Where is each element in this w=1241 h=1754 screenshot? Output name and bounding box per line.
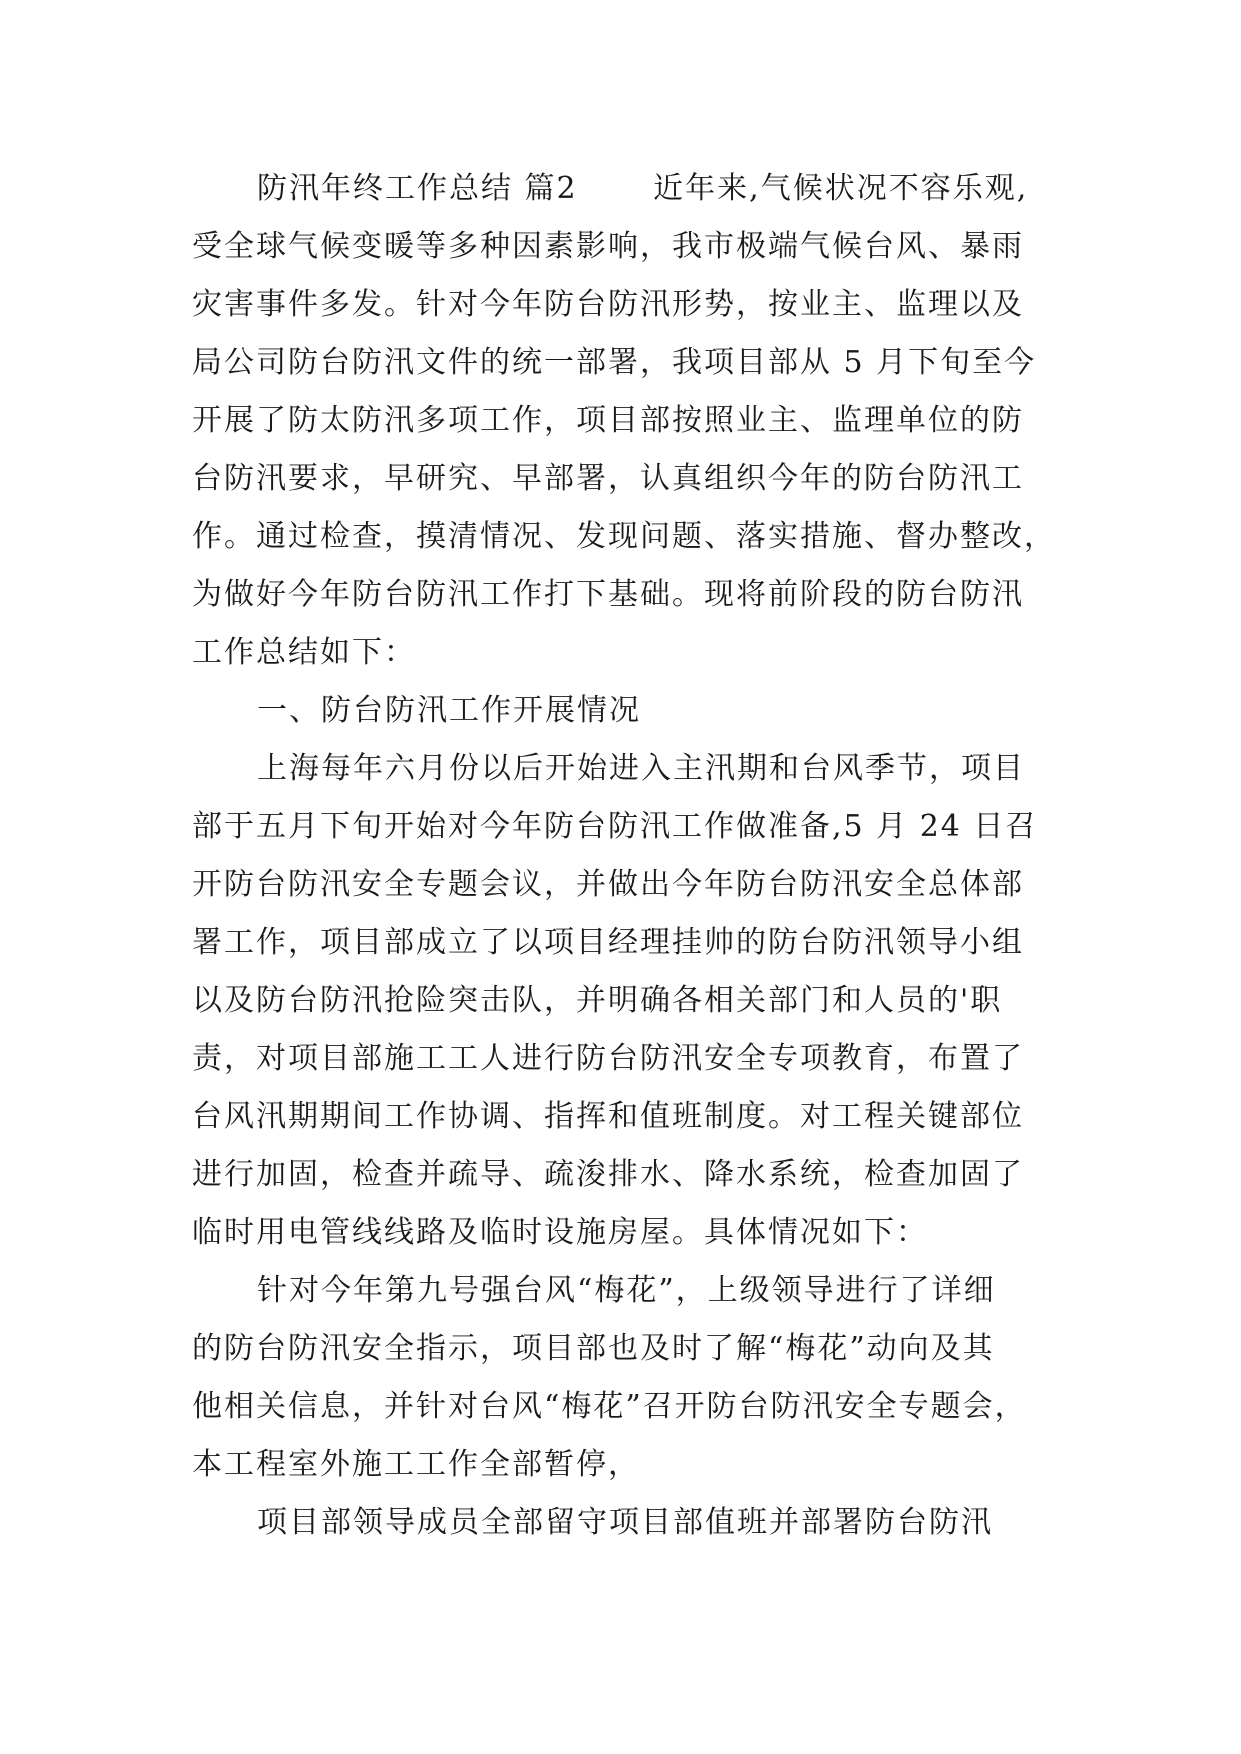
- text-line: 的防台防汛安全指示，项目部也及时了解“梅花”动向及其: [192, 1331, 995, 1366]
- text-line: 台风汛期期间工作协调、指挥和值班制度。对工程关键部位: [192, 1099, 1024, 1134]
- text-line: 为做好今年防台防汛工作打下基础。现将前阶段的防台防汛: [192, 577, 1024, 612]
- text-line: 针对今年第九号强台风“梅花”，上级领导进行了详细: [257, 1273, 996, 1308]
- text-line: 责，对项目部施工工人进行防台防汛安全专项教育，布置了: [192, 1041, 1024, 1076]
- text-line: 临时用电管线线路及临时设施房屋。具体情况如下：: [192, 1215, 928, 1250]
- text-line: 开防台防汛安全专题会议，并做出今年防台防汛安全总体部: [192, 867, 1024, 902]
- text-line: 进行加固，检查并疏导、疏浚排水、降水系统，检查加固了: [192, 1157, 1024, 1192]
- text-line: 部于五月下旬开始对今年防台防汛工作做准备,5 月 24 日召: [192, 809, 1038, 844]
- text-line: 署工作，项目部成立了以项目经理挂帅的防台防汛领导小组: [192, 925, 1024, 960]
- text-line: 灾害事件多发。针对今年防台防汛形势，按业主、监理以及: [192, 287, 1024, 322]
- text-line: 项目部领导成员全部留守项目部值班并部署防台防汛: [257, 1505, 993, 1540]
- document-body: [192, 160, 1072, 1552]
- text-line: 防汛年终工作总结 篇2 近年来,气候状况不容乐观,: [257, 171, 1029, 206]
- text-line: 本工程室外施工工作全部暂停，: [192, 1447, 640, 1482]
- text-line: 局公司防台防汛文件的统一部署，我项目部从 5 月下旬至今: [192, 345, 1037, 380]
- text-line: 开展了防太防汛多项工作，项目部按照业主、监理单位的防: [192, 403, 1024, 438]
- text-line: 以及防台防汛抢险突击队，并明确各相关部门和人员的'职: [192, 983, 1003, 1018]
- text-line: 他相关信息，并针对台风“梅花”召开防台防汛安全专题会，: [192, 1389, 1027, 1424]
- section-heading: 一、防台防汛工作开展情况: [257, 693, 641, 728]
- text-line: 台防汛要求，早研究、早部署，认真组织今年的防台防汛工: [192, 461, 1024, 496]
- text-line: 受全球气候变暖等多种因素影响，我市极端气候台风、暴雨: [192, 229, 1024, 264]
- text-line: 作。通过检查，摸清情况、发现问题、落实措施、督办整改，: [192, 519, 1056, 554]
- text-line: 上海每年六月份以后开始进入主汛期和台风季节，项目: [257, 751, 1025, 786]
- text-line: 工作总结如下：: [192, 635, 416, 670]
